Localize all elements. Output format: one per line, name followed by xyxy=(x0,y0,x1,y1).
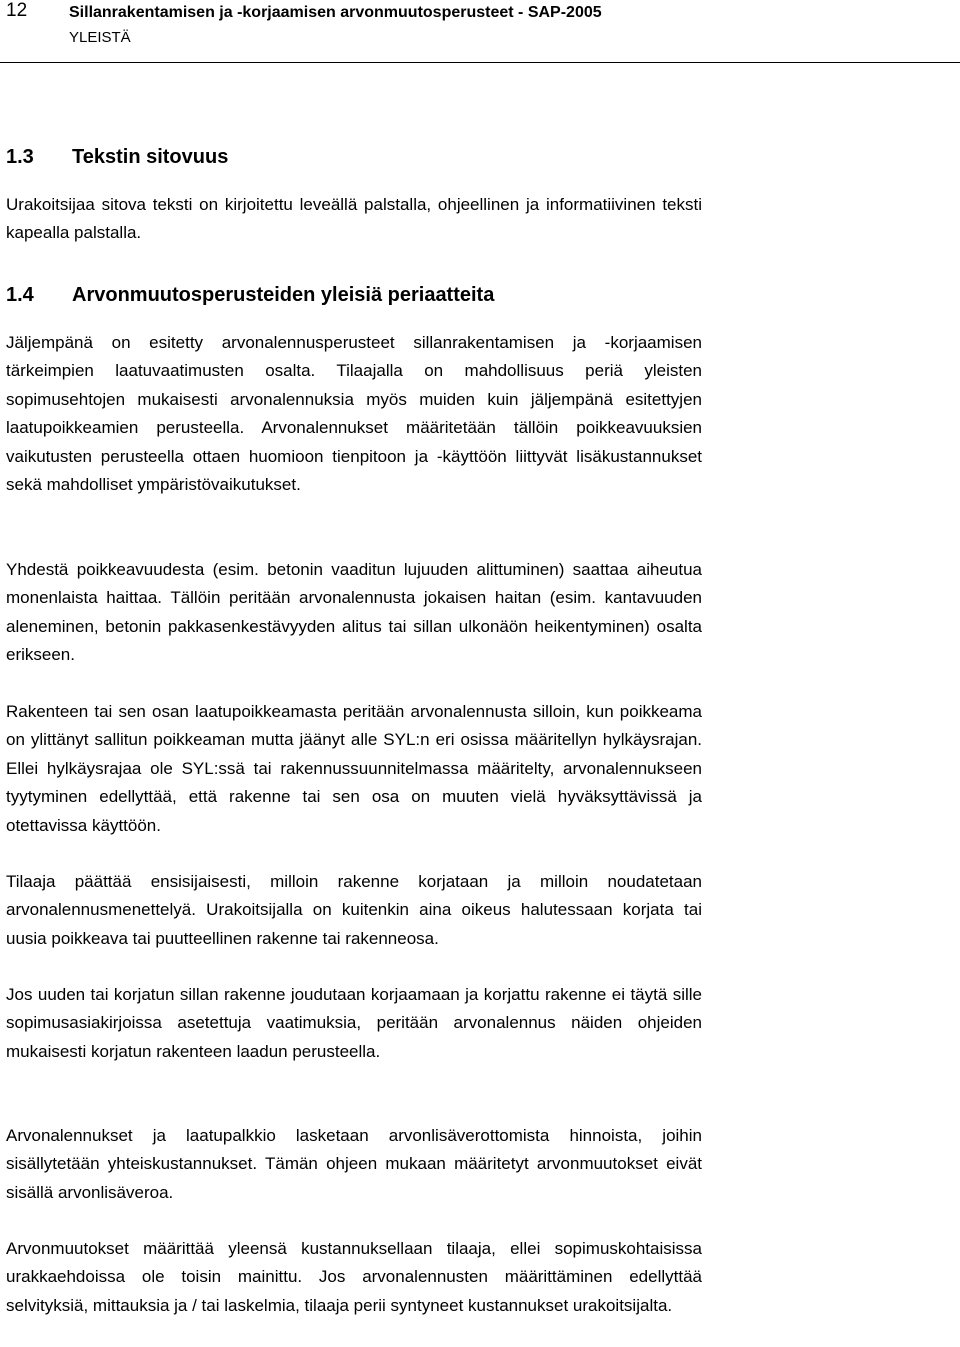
paragraph: Jos uuden tai korjatun sillan rakenne joudutaan korjaamaan ja korjattu rakenne ei täytä sille sopimusasiakirjoissa asetettuja vaatimuksia, peritään arvonalennus näiden ohjeiden mukaisesti korjatun rakenteen laadun perusteella. xyxy=(6,985,702,1061)
paragraph: Yhdestä poikkeavuudesta (esim. betonin vaaditun lujuuden alittuminen) saattaa aiheutua monenlaista haittaa. Tällöin peritään arvonalennusta jokaisen haitan (esim. kantavuuden aleneminen, betonin pakkasenkestävyyden alitus tai sillan ulkonäön heikentyminen) osalta erikseen. xyxy=(6,560,702,665)
section-title: Tekstin sitovuus xyxy=(72,146,229,168)
paragraph: Arvonmuutokset määrittää yleensä kustannuksellaan tilaaja, ellei sopimuskohtaisissa urakkaehdoissa ole toisin mainittu. Jos arvonalennusten määrittäminen edellyttää selvityksiä, mittauksia ja / tai laskelmia, tilaaja perii syntyneet kustannukset urakoitsijalta. xyxy=(6,1239,702,1315)
document-title: Sillanrakentamisen ja -korjaamisen arvonmuutosperusteet - SAP-2005 xyxy=(69,4,602,21)
paragraph: Arvonalennukset ja laatupalkkio lasketaan arvonlisäverottomista hinnoista, joihin sisällytetään yhteiskustannukset. Tämän ohjeen mukaan määritetyt arvonmuutokset eivät sisällä arvonlisäveroa. xyxy=(6,1126,702,1202)
page-number: 12 xyxy=(6,0,28,21)
page-header xyxy=(0,0,960,64)
paragraph: Rakenteen tai sen osan laatupoikkeamasta peritään arvonalennusta silloin, kun poikkeama on ylittänyt sallitun poikkeaman mutta jäänyt alle SYL:n eri osissa määritellyn hylkäysrajan. Ellei hylkäysrajaa ole SYL:ssä tai rakennussuunnitelmassa määritelty, arvonalennukseen tyytyminen edellyttää, että rakenne tai sen osa on muuten vielä hyväksyttävissä ja otettavissa käyttöön. xyxy=(6,702,702,835)
section-heading-1-4 xyxy=(6,283,494,307)
document-section-label: YLEISTÄ xyxy=(69,29,131,46)
section-number: 1.4 xyxy=(6,284,34,306)
paragraph: Urakoitsijaa sitova teksti on kirjoitettu leveällä palstalla, ohjeellinen ja informatiivinen teksti kapealla palstalla. xyxy=(6,195,702,243)
paragraph: Jäljempänä on esitetty arvonalennusperusteet sillanrakentamisen ja -korjaamisen tärkeimpien laatuvaatimusten osalta. Tilaajalla on mahdollisuus periä yleisten sopimusehtojen mukaisesti arvonalennuksia myös muiden kuin jäljempänä esitettyjen laatupoikkeamien perusteella. Arvonalennukset määritetään tällöin poikkeavuuksien vaikutusten perusteella ottaen huomioon tienpitoon ja -käyttöön liittyvät lisäkustannukset sekä mahdolliset ympäristövaikutukset. xyxy=(6,333,702,495)
section-number: 1.3 xyxy=(6,146,34,168)
paragraph: Tilaaja päättää ensisijaisesti, milloin rakenne korjataan ja milloin noudatetaan arvonalennusmenettelyä. Urakoitsijalla on kuitenkin aina oikeus halutessaan korjata tai uusia poikkeava tai puutteellinen rakenne tai rakenneosa. xyxy=(6,872,702,948)
section-title: Arvonmuutosperusteiden yleisiä periaatteita xyxy=(72,284,495,306)
header-divider xyxy=(0,62,960,63)
section-heading-1-3 xyxy=(6,145,228,169)
